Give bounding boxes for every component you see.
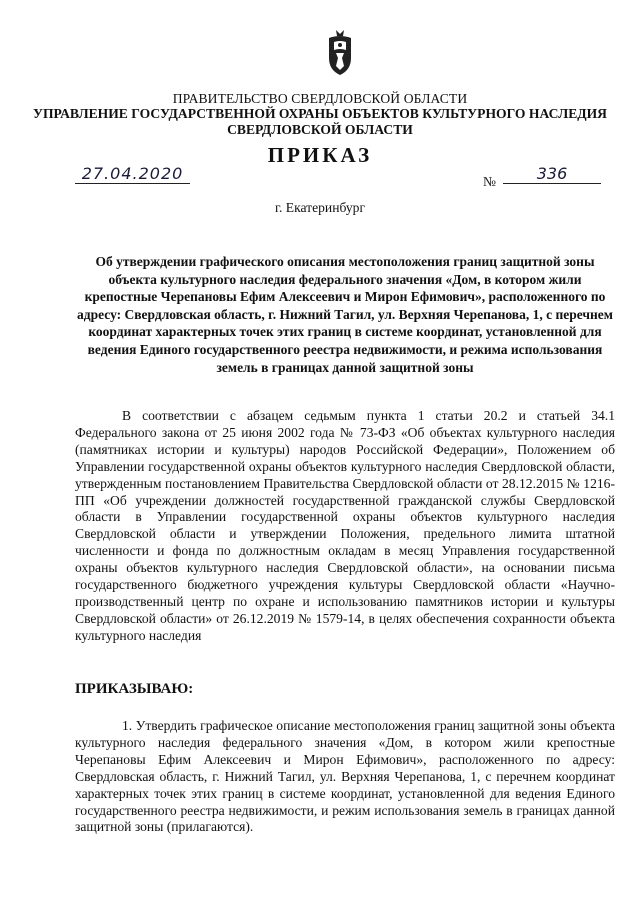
document-type: ПРИКАЗ: [267, 143, 373, 167]
number-label: №: [483, 174, 496, 189]
handwritten-number: 336: [503, 164, 601, 184]
item-1-paragraph: [75, 718, 615, 836]
department-line-1: УПРАВЛЕНИЕ ГОСУДАРСТВЕННОЙ ОХРАНЫ ОБЪЕКТОВ КУЛЬТУРНОГО НАСЛЕДИЯ: [32, 106, 608, 121]
item-1-text: 1. Утвердить графическое описание местоположения границ защитной зоны объекта культурного наследия федерального значения «Дом, в котором жили крепостные Черепановы Ефим Алексеевич и Мирон Ефимович», расположенного по адресу: Свердловская область, г. Нижний Тагил, ул. Верхняя Черепанова, 1, с перечнем координат характерных точек этих границ в системе координат, установленной для ведения Единого государственного реестра недвижимости, и режим использования земель в границах данной защитной зоны (прилагаются).: [75, 718, 615, 835]
department-name: [0, 106, 640, 138]
city: г. Екатеринбург: [274, 200, 366, 215]
preamble-paragraph: [75, 408, 615, 645]
order-word: ПРИКАЗЫВАЮ:: [75, 681, 194, 697]
preamble-text: В соответствии с абзацем седьмым пункта 1 статьи 20.2 и статьей 34.1 Федерального закона от 25 июня 2002 года № 73-ФЗ «Об объектах культурного наследия (памятниках истории и культуры) народов Российской Федерации», Положением об Управлении государственной охраны объектов культурного наследия Свердловской области, утвержденным постановлением Правительства Свердловской области от 28.12.2015 № 1216-ПП «Об учреждении должностей государственной гражданской службы Свердловской области в Управлении государственной охраны объектов культурного наследия Свердловской области и утверждении Положения, предельного лимита штатной численности и фонда по должностным окладам в месяц Управления государственной охраны объектов культурного наследия Свердловской области», на основании письма государственного бюджетного учреждения культуры Свердловской области «Научно-производственный центр по охране и использованию памятников истории и культуры Свердловской области» от 26.12.2019 № 1579-14, в целях обеспечения сохранности объекта культурного наследия: [75, 408, 615, 643]
order-subject: Об утверждении графического описания местоположения границ защитной зоны объекта культурного наследия федерального значения «Дом, в котором жили крепостные Черепановы Ефим Алексеевич и Мирон Ефимович», расположенного по адресу: Свердловская область, г. Нижний Тагил, ул. Верхняя Черепанова, 1, с перечнем координат характерных точек этих границ в системе координат, установленной для ведения Единого государственного реестра недвижимости, и режима использования земель в границах данной защитной зоны: [77, 254, 613, 375]
government-name: ПРАВИТЕЛЬСТВО СВЕРДЛОВСКОЙ ОБЛАСТИ: [172, 91, 468, 106]
department-line-2: СВЕРДЛОВСКОЙ ОБЛАСТИ: [227, 122, 413, 137]
handwritten-date: 27.04.2020: [75, 164, 190, 184]
coat-of-arms-emblem: [322, 28, 358, 76]
